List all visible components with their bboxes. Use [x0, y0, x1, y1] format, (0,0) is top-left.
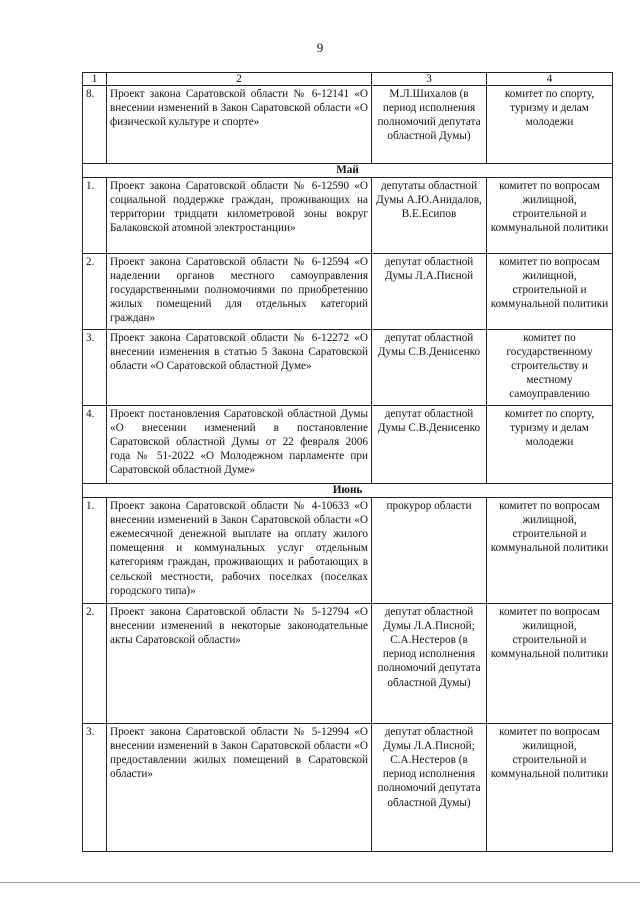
responsible-committee: комитет по вопросам жилищной, строительной и коммунальной политики [487, 178, 613, 254]
responsible-committee: комитет по вопросам жилищной, строительной и коммунальной политики [487, 254, 613, 330]
table-row [83, 178, 613, 254]
month-heading-june [83, 484, 613, 498]
responsible-committee: комитет по государственному строительству и местному самоуправлению [487, 330, 613, 406]
page-number: 9 [316, 40, 324, 55]
document-title: Проект закона Саратовской области № 6-12594 «О наделении органов местного самоуправления государственными полномочиями по приобретению жилых помещений для отдельных категорий граждан» [107, 254, 372, 330]
table-row [83, 604, 613, 724]
row-number: 4. [83, 406, 107, 484]
document-title: Проект закона Саратовской области № 6-12141 «О внесении изменений в Закон Саратовской области «О физической культуре и спорте» [107, 86, 372, 164]
document-title: Проект закона Саратовской области № 4-10633 «О внесении изменений в Закон Саратовской области «О ежемесячной денежной выплате на оплату жилого помещения и коммунальных услуг отдельным категориям граждан, проживающих и работающих в сельской местности, рабочих поселках (поселках городского типа)» [107, 498, 372, 604]
row-number: 8. [83, 86, 107, 164]
initiator: депутаты областной Думы А.Ю.Анидалов, В.Е.Есипов [372, 178, 487, 254]
table-row [83, 406, 613, 484]
month-heading-may [83, 164, 613, 178]
responsible-committee: комитет по вопросам жилищной, строительной и коммунальной политики [487, 498, 613, 604]
document-title: Проект закона Саратовской области № 5-12794 «О внесении изменений в некоторые законодательные акты Саратовской области» [107, 604, 372, 724]
table-row [83, 86, 613, 164]
document-title: Проект постановления Саратовской областной Думы «О внесении изменений в постановление Саратовской областной Думы от 22 февраля 2006 года № 51-2022 «О Молодежном парламенте при Саратовской областной Думе» [107, 406, 372, 484]
initiator: депутат областной Думы С.В.Денисенко [372, 330, 487, 406]
row-number: 1. [83, 178, 107, 254]
initiator: депутат областной Думы Л.А.Писной; С.А.Нестеров (в период исполнения полномочий депутата областной Думы) [372, 724, 487, 852]
document-title: Проект закона Саратовской области № 6-12590 «О социальной поддержке граждан, проживающих на территории тридцати километровой зоны вокруг Балаковской атомной электростанции» [107, 178, 372, 254]
table-row [83, 498, 613, 604]
responsible-committee: комитет по спорту, туризму и делам молодежи [487, 86, 613, 164]
column-number-1: 1 [83, 73, 107, 86]
responsible-committee: комитет по спорту, туризму и делам молодежи [487, 406, 613, 484]
initiator: депутат областной Думы Л.А.Писной [372, 254, 487, 330]
month-name: Май [83, 164, 613, 178]
legislative-plan-table [82, 72, 613, 852]
row-number: 2. [83, 604, 107, 724]
table-row [83, 330, 613, 406]
row-number: 3. [83, 330, 107, 406]
table-row [83, 254, 613, 330]
initiator: депутат областной Думы С.В.Денисенко [372, 406, 487, 484]
document-title: Проект закона Саратовской области № 5-12994 «О внесении изменений в Закон Саратовской области «О предоставлении жилых помещений в Саратовской области» [107, 724, 372, 852]
responsible-committee: комитет по вопросам жилищной, строительной и коммунальной политики [487, 604, 613, 724]
column-number-row [83, 73, 613, 86]
column-number-4: 4 [487, 73, 613, 86]
table-row [83, 724, 613, 852]
responsible-committee: комитет по вопросам жилищной, строительной и коммунальной политики [487, 724, 613, 852]
row-number: 2. [83, 254, 107, 330]
page-bottom-rule [0, 882, 640, 883]
row-number: 3. [83, 724, 107, 852]
month-name: Июнь [83, 484, 613, 498]
column-number-2: 2 [107, 73, 372, 86]
initiator: депутат областной Думы Л.А.Писной; С.А.Нестеров (в период исполнения полномочий депутата областной Думы) [372, 604, 487, 724]
initiator: прокурор области [372, 498, 487, 604]
initiator: М.Л.Шихалов (в период исполнения полномочий депутата областной Думы) [372, 86, 487, 164]
row-number: 1. [83, 498, 107, 604]
document-title: Проект закона Саратовской области № 6-12272 «О внесении изменения в статью 5 Закона Саратовской области «О Саратовской областной Думе» [107, 330, 372, 406]
column-number-3: 3 [372, 73, 487, 86]
